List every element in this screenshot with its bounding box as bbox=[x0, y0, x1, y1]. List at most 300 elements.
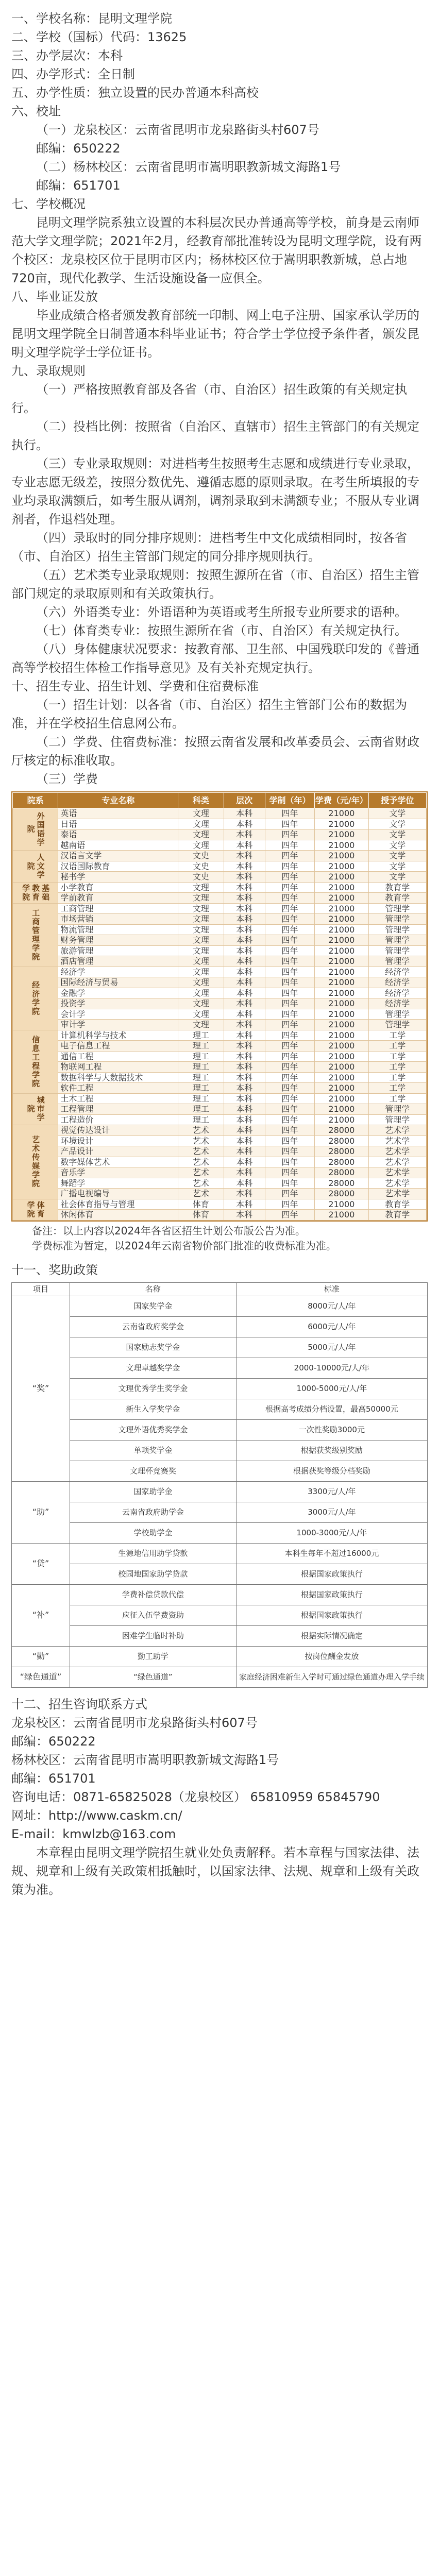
awards-row bbox=[12, 1378, 428, 1399]
fees-cell-degree: 工学 bbox=[368, 1083, 426, 1094]
fees-cell-level: 本科 bbox=[224, 945, 265, 956]
fees-cell-degree: 经济学 bbox=[368, 988, 426, 998]
fees-cell-degree: 管理学 bbox=[368, 1114, 426, 1125]
fees-cell-major-name: 工程管理 bbox=[58, 1104, 178, 1115]
fees-cell-tuition: 28000 bbox=[315, 1189, 368, 1199]
awards-standard-cell: 根据国家政策执行 bbox=[236, 1605, 427, 1625]
fees-row bbox=[13, 977, 427, 988]
fees-row bbox=[13, 1062, 427, 1073]
fees-cell-category: 艺术 bbox=[178, 1157, 224, 1167]
awards-row bbox=[12, 1337, 428, 1358]
fees-header-row bbox=[13, 793, 427, 808]
admission-paragraph: （八）身体健康状况要求：按教育部、卫生部、中国残联印发的《普通高等学校招生体检工作指导意见》及有关补充规定执行。 bbox=[11, 642, 419, 675]
fees-row bbox=[13, 1146, 427, 1157]
awards-name-cell: 学校助学金 bbox=[70, 1522, 236, 1543]
fees-cell-level: 本科 bbox=[224, 1093, 265, 1104]
awards-category-cell: “勤” bbox=[12, 1646, 70, 1667]
fees-cell-degree: 经济学 bbox=[368, 977, 426, 988]
admission-paragraph: （一）严格按照教育部及各省（市、自治区）招生政策的有关规定执行。 bbox=[11, 382, 407, 415]
fees-note: 备注：以上内容以2024年各省区招生计划公布版公告为准。 bbox=[32, 1224, 306, 1237]
fees-cell-level: 本科 bbox=[224, 882, 265, 893]
awards-name-cell: 应征入伍学费资助 bbox=[70, 1605, 236, 1625]
fees-cell-major-name: 秘书学 bbox=[58, 872, 178, 883]
fees-cell-tuition: 28000 bbox=[315, 1125, 368, 1136]
fees-cell-category: 文理 bbox=[178, 914, 224, 925]
awards-name-cell: 新生入学奖学金 bbox=[70, 1399, 236, 1419]
diploma-paragraph: 毕业成绩合格者颁发教育部统一印制、网上电子注册、国家承认学历的昆明文理学院全日制普通本科毕业证书；符合学士学位授予条件者，颁发昆明文理学院学士学位证书。 bbox=[11, 308, 419, 360]
awards-name-cell: 校园地国家助学贷款 bbox=[70, 1564, 236, 1584]
fees-college-cell: 人文学院 bbox=[13, 851, 58, 883]
fees-cell-tuition: 21000 bbox=[315, 967, 368, 977]
fees-row bbox=[13, 924, 427, 935]
awards-name-cell: 文理优秀学生奖学金 bbox=[70, 1378, 236, 1399]
fees-cell-major-name: 泰语 bbox=[58, 829, 178, 840]
admission-paragraph: （五）艺术类专业录取规则：按照生源所在省（市、自治区）招生主管部门规定的录取原则和有关政策执行。 bbox=[11, 568, 419, 601]
fees-row bbox=[13, 1020, 427, 1030]
fees-cell-major-name: 电子信息工程 bbox=[58, 1041, 178, 1052]
fees-row bbox=[13, 1093, 427, 1104]
fees-cell-tuition: 21000 bbox=[315, 1041, 368, 1052]
fees-cell-level: 本科 bbox=[224, 1009, 265, 1020]
awards-table bbox=[11, 1282, 428, 1688]
fees-cell-tuition: 28000 bbox=[315, 1178, 368, 1189]
fees-cell-level: 本科 bbox=[224, 808, 265, 819]
plan-paragraph: （二）学费、住宿费标准：按照云南省发展和改革委员会、云南省财政厅核定的标准收取。 bbox=[11, 735, 419, 768]
fees-cell-major-name: 休闲体育 bbox=[58, 1210, 178, 1221]
fees-cell-category: 艺术 bbox=[178, 1167, 224, 1178]
fees-row bbox=[13, 893, 427, 904]
awards-name-cell: 生源地信用助学贷款 bbox=[70, 1543, 236, 1564]
fees-cell-duration: 四年 bbox=[265, 1062, 314, 1073]
fees-cell-category: 理工 bbox=[178, 1041, 224, 1052]
diploma-section bbox=[11, 287, 428, 362]
fees-cell-major-name: 酒店管理 bbox=[58, 956, 178, 967]
fees-cell-category: 文理 bbox=[178, 840, 224, 851]
fees-cell-tuition: 28000 bbox=[315, 1136, 368, 1146]
fees-row bbox=[13, 1167, 427, 1178]
awards-category-cell: “补” bbox=[12, 1584, 70, 1646]
awards-row bbox=[12, 1399, 428, 1419]
awards-standard-cell: 根据获奖级别奖励 bbox=[236, 1440, 427, 1461]
admission-paragraph: （三）专业录取规则：对进档考生按照考生志愿和成绩进行专业录取，专业志愿无级差，按照分数优先、遵循志愿的原则录取。在考生所填报的专业均录取满额后，如考生服从调剂，调剂录取到未满额专业；不服从专业调剂者，作退档处理。 bbox=[11, 456, 419, 527]
fees-cell-duration: 四年 bbox=[265, 903, 314, 914]
fees-cell-tuition: 21000 bbox=[315, 808, 368, 819]
fees-cell-category: 文理 bbox=[178, 893, 224, 904]
fees-cell-tuition: 21000 bbox=[315, 977, 368, 988]
fees-cell-level: 本科 bbox=[224, 1062, 265, 1073]
awards-row bbox=[12, 1502, 428, 1522]
fees-cell-tuition: 21000 bbox=[315, 935, 368, 946]
fees-cell-major-name: 物联网工程 bbox=[58, 1062, 178, 1073]
fees-cell-major-name: 财务管理 bbox=[58, 935, 178, 946]
fees-cell-tuition: 21000 bbox=[315, 893, 368, 904]
fees-cell-level: 本科 bbox=[224, 988, 265, 998]
fees-cell-degree: 管理学 bbox=[368, 924, 426, 935]
fees-cell-degree: 教育学 bbox=[368, 882, 426, 893]
fees-header-duration: 学制（年） bbox=[265, 793, 314, 808]
fees-cell-major-name: 物流管理 bbox=[58, 924, 178, 935]
fees-cell-level: 本科 bbox=[224, 1157, 265, 1167]
awards-row bbox=[12, 1296, 428, 1316]
fees-cell-tuition: 21000 bbox=[315, 1072, 368, 1083]
fees-cell-category: 艺术 bbox=[178, 1125, 224, 1136]
fees-cell-degree: 管理学 bbox=[368, 956, 426, 967]
fees-row bbox=[13, 840, 427, 851]
fees-cell-major-name: 越南语 bbox=[58, 840, 178, 851]
awards-name-cell: 困难学生临时补助 bbox=[70, 1625, 236, 1646]
fees-cell-level: 本科 bbox=[224, 1178, 265, 1189]
awards-standard-cell: 1000-5000元/人/年 bbox=[236, 1378, 427, 1399]
awards-standard-cell: 按岗位酬金发放 bbox=[236, 1646, 427, 1667]
fees-row bbox=[13, 1125, 427, 1136]
fees-row bbox=[13, 872, 427, 883]
fees-cell-degree: 管理学 bbox=[368, 903, 426, 914]
fees-header-college: 院系 bbox=[13, 793, 58, 808]
awards-name-cell: 单项奖学金 bbox=[70, 1440, 236, 1461]
fees-cell-major-name: 视觉传达设计 bbox=[58, 1125, 178, 1136]
plan-paragraph: （一）招生计划：以各省（市、自治区）招生主管部门公布的数据为准，并在学校招生信息网公布。 bbox=[11, 698, 407, 731]
fees-cell-level: 本科 bbox=[224, 1167, 265, 1178]
awards-header-item: 项目 bbox=[12, 1282, 70, 1296]
contact-website-link[interactable]: 网址：http://www.caskm.cn/ bbox=[11, 1808, 182, 1823]
fees-cell-degree: 工学 bbox=[368, 1062, 426, 1073]
fees-cell-duration: 四年 bbox=[265, 945, 314, 956]
awards-name-cell: 勤工助学 bbox=[70, 1646, 236, 1667]
fees-cell-degree: 教育学 bbox=[368, 1210, 426, 1221]
fees-cell-duration: 四年 bbox=[265, 1104, 314, 1115]
fees-cell-level: 本科 bbox=[224, 1072, 265, 1083]
awards-row bbox=[12, 1440, 428, 1461]
fees-cell-degree: 教育学 bbox=[368, 1199, 426, 1210]
awards-row bbox=[12, 1667, 428, 1687]
fees-row bbox=[13, 1083, 427, 1094]
fees-cell-major-name: 审计学 bbox=[58, 1020, 178, 1030]
contact-title: 十二、招生咨询联系方式 bbox=[11, 1697, 147, 1711]
fees-cell-level: 本科 bbox=[224, 1051, 265, 1062]
fees-cell-category: 理工 bbox=[178, 1093, 224, 1104]
intro-section bbox=[11, 9, 428, 213]
awards-standard-cell: 3000元/人/年 bbox=[236, 1502, 427, 1522]
fees-cell-degree: 文学 bbox=[368, 861, 426, 872]
fees-cell-major-name: 学前教育 bbox=[58, 893, 178, 904]
intro-line: 一、学校名称：昆明文理学院 bbox=[11, 11, 172, 26]
fees-cell-duration: 四年 bbox=[265, 1114, 314, 1125]
awards-standard-cell: 本科生每年不超过16000元 bbox=[236, 1543, 427, 1564]
fees-cell-tuition: 21000 bbox=[315, 1093, 368, 1104]
fees-cell-major-name: 英语 bbox=[58, 808, 178, 819]
closing-statement: 本章程由昆明文理学院招生就业处负责解释。若本章程与国家法律、法规、规章和上级有关政策相抵触时，以国家法律、法规、规章和上级有关政策为准。 bbox=[11, 1845, 419, 1897]
fees-cell-degree: 工学 bbox=[368, 1072, 426, 1083]
fees-cell-tuition: 21000 bbox=[315, 829, 368, 840]
fees-cell-degree: 艺术学 bbox=[368, 1157, 426, 1167]
fees-row bbox=[13, 1210, 427, 1221]
fees-cell-category: 文理 bbox=[178, 977, 224, 988]
fees-cell-category: 理工 bbox=[178, 1083, 224, 1094]
fees-college-cell: 信息工程学院 bbox=[13, 1030, 58, 1093]
fees-cell-category: 文理 bbox=[178, 924, 224, 935]
fees-cell-category: 文理 bbox=[178, 956, 224, 967]
awards-row bbox=[12, 1316, 428, 1337]
admission-paragraph: （四）录取时的同分排序规则：进档考生中文化成绩相同时，按各省（市、自治区）招生主管部门规定的同分排序规则执行。 bbox=[11, 531, 407, 564]
fees-cell-category: 理工 bbox=[178, 1114, 224, 1125]
fees-row bbox=[13, 851, 427, 861]
fees-cell-tuition: 21000 bbox=[315, 1083, 368, 1094]
fees-cell-category: 理工 bbox=[178, 1072, 224, 1083]
fees-cell-level: 本科 bbox=[224, 967, 265, 977]
fees-cell-level: 本科 bbox=[224, 1199, 265, 1210]
awards-standard-cell: 1000-3000元/人/年 bbox=[236, 1522, 427, 1543]
fees-cell-level: 本科 bbox=[224, 1104, 265, 1115]
fees-cell-duration: 四年 bbox=[265, 1136, 314, 1146]
fees-cell-degree: 艺术学 bbox=[368, 1146, 426, 1157]
awards-row bbox=[12, 1481, 428, 1502]
fees-cell-category: 文理 bbox=[178, 998, 224, 1009]
fees-cell-degree: 艺术学 bbox=[368, 1167, 426, 1178]
fees-cell-level: 本科 bbox=[224, 893, 265, 904]
fees-row bbox=[13, 1051, 427, 1062]
awards-standard-cell: 根据国家政策执行 bbox=[236, 1584, 427, 1605]
awards-standard-cell: 一次性奖励3000元 bbox=[236, 1419, 427, 1440]
awards-row bbox=[12, 1522, 428, 1543]
fees-cell-tuition: 28000 bbox=[315, 1146, 368, 1157]
fees-cell-level: 本科 bbox=[224, 935, 265, 946]
fees-cell-duration: 四年 bbox=[265, 1009, 314, 1020]
awards-category-cell: “奖” bbox=[12, 1296, 70, 1481]
fees-cell-level: 本科 bbox=[224, 829, 265, 840]
fees-row bbox=[13, 882, 427, 893]
fees-cell-duration: 四年 bbox=[265, 851, 314, 861]
awards-name-cell: 国家励志奖学金 bbox=[70, 1337, 236, 1358]
admission-title: 九、录取规则 bbox=[11, 364, 86, 378]
awards-name-cell: 云南省政府奖学金 bbox=[70, 1316, 236, 1337]
fees-cell-level: 本科 bbox=[224, 1083, 265, 1094]
awards-header-standard: 标准 bbox=[236, 1282, 427, 1296]
fees-cell-duration: 四年 bbox=[265, 861, 314, 872]
awards-row bbox=[12, 1543, 428, 1564]
fees-cell-major-name: 日语 bbox=[58, 819, 178, 829]
fees-cell-tuition: 28000 bbox=[315, 1157, 368, 1167]
fees-college-cell: 体育学院 bbox=[13, 1199, 58, 1220]
fees-cell-major-name: 工商管理 bbox=[58, 903, 178, 914]
contact-email-link[interactable]: E-mail：kmwlzb@163.com bbox=[11, 1826, 176, 1841]
fees-college-cell: 艺术传媒学院 bbox=[13, 1125, 58, 1199]
fees-cell-duration: 四年 bbox=[265, 1083, 314, 1094]
awards-row bbox=[12, 1564, 428, 1584]
fees-cell-major-name: 旅游管理 bbox=[58, 945, 178, 956]
fees-row bbox=[13, 829, 427, 840]
fees-row bbox=[13, 1114, 427, 1125]
fees-cell-category: 理工 bbox=[178, 1062, 224, 1073]
fees-cell-level: 本科 bbox=[224, 1125, 265, 1136]
fees-cell-major-name: 通信工程 bbox=[58, 1051, 178, 1062]
fees-cell-major-name: 投资学 bbox=[58, 998, 178, 1009]
fees-cell-degree: 管理学 bbox=[368, 1009, 426, 1020]
fees-cell-duration: 四年 bbox=[265, 1051, 314, 1062]
fees-row bbox=[13, 903, 427, 914]
fees-table bbox=[12, 792, 427, 1221]
fees-cell-level: 本科 bbox=[224, 1136, 265, 1146]
fees-cell-degree: 文学 bbox=[368, 851, 426, 861]
contact-line: 杨林校区：云南省昆明市嵩明职教新城文海路1号 bbox=[11, 1752, 279, 1767]
awards-standard-cell: 根据实际情况确定 bbox=[236, 1625, 427, 1646]
fees-cell-degree: 管理学 bbox=[368, 945, 426, 956]
fees-cell-major-name: 会计学 bbox=[58, 1009, 178, 1020]
fees-cell-major-name: 汉语国际教育 bbox=[58, 861, 178, 872]
awards-row bbox=[12, 1358, 428, 1378]
fees-row bbox=[13, 935, 427, 946]
fees-cell-duration: 四年 bbox=[265, 935, 314, 946]
fees-row bbox=[13, 1030, 427, 1041]
fees-cell-tuition: 21000 bbox=[315, 945, 368, 956]
fees-cell-category: 理工 bbox=[178, 1104, 224, 1115]
fees-cell-category: 理工 bbox=[178, 1030, 224, 1041]
fees-cell-degree: 文学 bbox=[368, 819, 426, 829]
awards-name-cell: 国家助学金 bbox=[70, 1481, 236, 1502]
fees-cell-category: 文理 bbox=[178, 903, 224, 914]
fees-cell-tuition: 28000 bbox=[315, 1167, 368, 1178]
fees-cell-degree: 艺术学 bbox=[368, 1189, 426, 1199]
awards-table-body bbox=[12, 1282, 428, 1687]
fees-table-wrapper bbox=[11, 791, 428, 1222]
awards-row bbox=[12, 1461, 428, 1481]
fees-row bbox=[13, 861, 427, 872]
fees-cell-tuition: 21000 bbox=[315, 1009, 368, 1020]
fees-cell-duration: 四年 bbox=[265, 1125, 314, 1136]
fees-cell-level: 本科 bbox=[224, 819, 265, 829]
fees-note: 学费标准为暂定，以2024年云南省物价部门批准的收费标准为准。 bbox=[32, 1239, 336, 1252]
fees-cell-duration: 四年 bbox=[265, 977, 314, 988]
fees-cell-tuition: 21000 bbox=[315, 851, 368, 861]
fees-cell-tuition: 21000 bbox=[315, 924, 368, 935]
fees-cell-level: 本科 bbox=[224, 956, 265, 967]
fees-cell-level: 本科 bbox=[224, 1020, 265, 1030]
fees-cell-level: 本科 bbox=[224, 1146, 265, 1157]
fees-cell-category: 文理 bbox=[178, 829, 224, 840]
fees-cell-major-name: 音乐学 bbox=[58, 1167, 178, 1178]
fees-cell-degree: 文学 bbox=[368, 829, 426, 840]
intro-line: 五、办学性质：独立设置的民办普通本科高校 bbox=[11, 86, 259, 100]
fees-cell-degree: 管理学 bbox=[368, 1020, 426, 1030]
fees-cell-major-name: 工程造价 bbox=[58, 1114, 178, 1125]
fees-header-major: 专业名称 bbox=[58, 793, 178, 808]
fees-cell-category: 文理 bbox=[178, 988, 224, 998]
awards-name-cell: 文理杯竞赛奖 bbox=[70, 1461, 236, 1481]
fees-cell-major-name: 环境设计 bbox=[58, 1136, 178, 1146]
fees-cell-level: 本科 bbox=[224, 977, 265, 988]
fees-cell-tuition: 21000 bbox=[315, 861, 368, 872]
fees-cell-level: 本科 bbox=[224, 903, 265, 914]
fees-cell-duration: 四年 bbox=[265, 1199, 314, 1210]
fees-cell-level: 本科 bbox=[224, 1210, 265, 1221]
fees-cell-major-name: 数字媒体艺术 bbox=[58, 1157, 178, 1167]
fees-cell-major-name: 汉语言文学 bbox=[58, 851, 178, 861]
fees-cell-degree: 艺术学 bbox=[368, 1136, 426, 1146]
fees-cell-degree: 艺术学 bbox=[368, 1178, 426, 1189]
fees-cell-duration: 四年 bbox=[265, 1093, 314, 1104]
awards-category-cell: “贷” bbox=[12, 1543, 70, 1584]
awards-row bbox=[12, 1419, 428, 1440]
fees-row bbox=[13, 1157, 427, 1167]
fees-cell-tuition: 21000 bbox=[315, 1051, 368, 1062]
fees-cell-level: 本科 bbox=[224, 840, 265, 851]
fees-cell-tuition: 21000 bbox=[315, 914, 368, 925]
fees-row bbox=[13, 945, 427, 956]
fees-cell-duration: 四年 bbox=[265, 1020, 314, 1030]
contact-section bbox=[11, 1695, 428, 1899]
fees-college-cell: 工商管理学院 bbox=[13, 903, 58, 967]
fees-cell-major-name: 计算机科学与技术 bbox=[58, 1030, 178, 1041]
admission-section bbox=[11, 362, 428, 677]
fees-cell-category: 文理 bbox=[178, 945, 224, 956]
fees-cell-major-name: 软件工程 bbox=[58, 1083, 178, 1094]
fees-cell-category: 体育 bbox=[178, 1199, 224, 1210]
awards-category-cell: “绿色通道” bbox=[12, 1667, 70, 1687]
fees-cell-duration: 四年 bbox=[265, 1178, 314, 1189]
fees-cell-category: 艺术 bbox=[178, 1136, 224, 1146]
contact-line: 龙泉校区：云南省昆明市龙泉路街头村607号 bbox=[11, 1715, 258, 1730]
fees-cell-degree: 管理学 bbox=[368, 1104, 426, 1115]
fees-header-category: 科类 bbox=[178, 793, 224, 808]
fees-cell-level: 本科 bbox=[224, 851, 265, 861]
plan-title: 十、招生专业、招生计划、学费和住宿费标准 bbox=[11, 679, 259, 693]
intro-line: 七、学校概况 bbox=[11, 197, 86, 211]
fees-cell-degree: 管理学 bbox=[368, 935, 426, 946]
fees-cell-major-name: 经济学 bbox=[58, 967, 178, 977]
fees-cell-category: 文史 bbox=[178, 872, 224, 883]
fees-college-cell: 基础教育学院 bbox=[13, 882, 58, 903]
fees-cell-major-name: 数据科学与大数据技术 bbox=[58, 1072, 178, 1083]
awards-name-cell: “绿色通道” bbox=[70, 1667, 236, 1687]
fees-cell-tuition: 21000 bbox=[315, 903, 368, 914]
fees-cell-duration: 四年 bbox=[265, 1030, 314, 1041]
fees-college-cell: 城市学院 bbox=[13, 1093, 58, 1125]
awards-standard-cell: 3300元/人/年 bbox=[236, 1481, 427, 1502]
fees-cell-category: 文理 bbox=[178, 1020, 224, 1030]
fees-cell-level: 本科 bbox=[224, 861, 265, 872]
fees-row bbox=[13, 1178, 427, 1189]
fees-cell-degree: 文学 bbox=[368, 872, 426, 883]
fees-row bbox=[13, 1072, 427, 1083]
fees-cell-category: 文理 bbox=[178, 1009, 224, 1020]
fees-cell-category: 文理 bbox=[178, 808, 224, 819]
fees-cell-tuition: 21000 bbox=[315, 988, 368, 998]
contact-line: 邮编：650222 bbox=[11, 1734, 96, 1749]
fees-header-degree: 授予学位 bbox=[368, 793, 426, 808]
contact-phone: 咨询电话：0871-65825028（龙泉校区） 65810959 65845790 bbox=[11, 1789, 380, 1804]
fees-row bbox=[13, 1136, 427, 1146]
fees-cell-major-name: 舞蹈学 bbox=[58, 1178, 178, 1189]
admission-paragraph: （七）体育类专业：按照生源所在省（市、自治区）有关规定执行。 bbox=[36, 623, 407, 638]
fees-cell-category: 艺术 bbox=[178, 1146, 224, 1157]
fees-cell-duration: 四年 bbox=[265, 840, 314, 851]
fees-cell-category: 文史 bbox=[178, 861, 224, 872]
awards-name-cell: 文理外语优秀奖学金 bbox=[70, 1419, 236, 1440]
fees-cell-level: 本科 bbox=[224, 914, 265, 925]
fees-cell-duration: 四年 bbox=[265, 1189, 314, 1199]
fees-cell-duration: 四年 bbox=[265, 914, 314, 925]
fees-cell-tuition: 21000 bbox=[315, 998, 368, 1009]
fees-cell-duration: 四年 bbox=[265, 872, 314, 883]
fees-table-body bbox=[13, 808, 427, 1221]
awards-row bbox=[12, 1605, 428, 1625]
awards-standard-cell: 根据高考成绩分档设置，最高50000元 bbox=[236, 1399, 427, 1419]
fees-cell-category: 文理 bbox=[178, 882, 224, 893]
fees-cell-major-name: 市场营销 bbox=[58, 914, 178, 925]
awards-standard-cell: 根据国家政策执行 bbox=[236, 1564, 427, 1584]
fees-cell-category: 文史 bbox=[178, 851, 224, 861]
admission-paragraph: （六）外语类专业：外语语种为英语或考生所报专业所要求的语种。 bbox=[36, 605, 407, 619]
fees-cell-duration: 四年 bbox=[265, 882, 314, 893]
